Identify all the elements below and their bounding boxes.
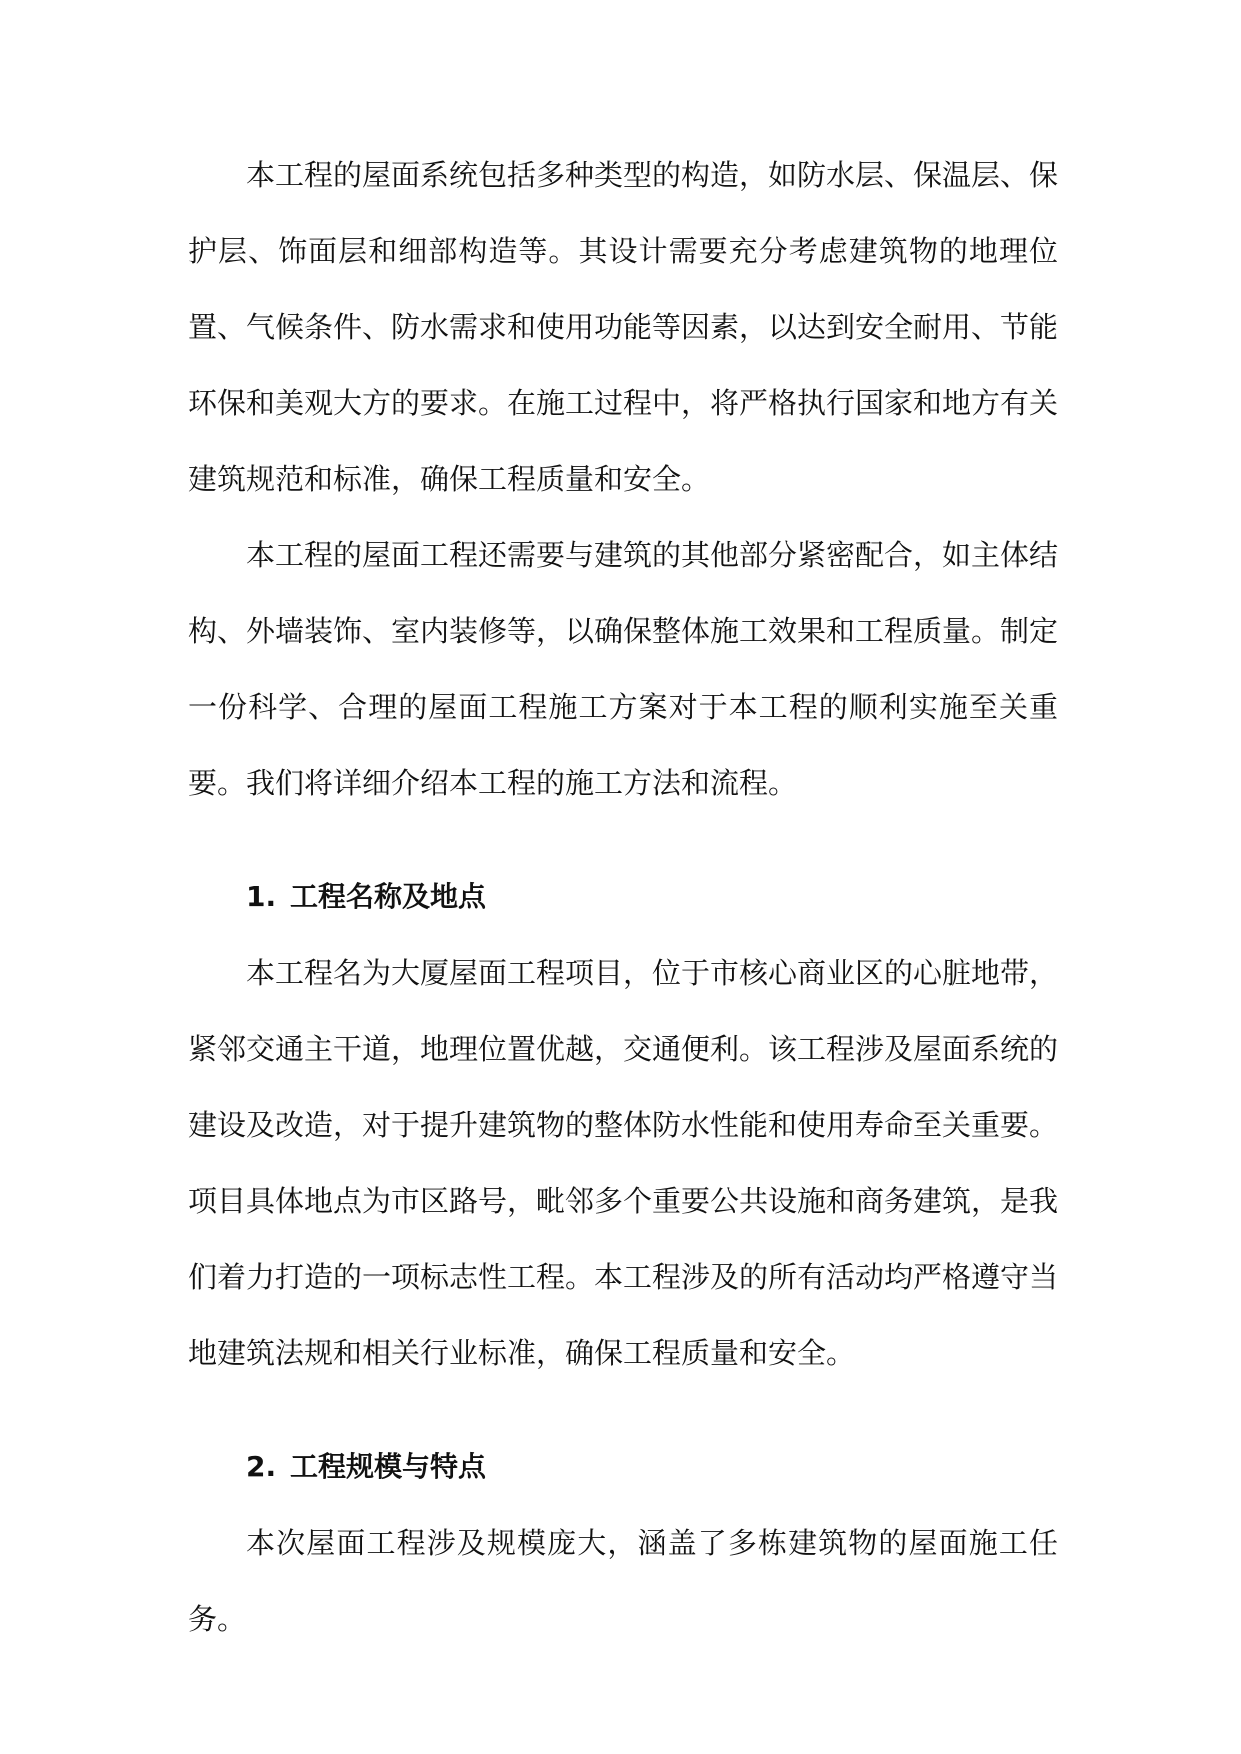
section-2-paragraph: 本次屋面工程涉及规模庞大，涵盖了多栋建筑物的屋面施工任务。 bbox=[188, 1526, 1058, 1636]
section-number: 1. bbox=[246, 880, 277, 913]
section-number: 2. bbox=[246, 1450, 277, 1483]
section-title: 工程规模与特点 bbox=[290, 1450, 487, 1483]
section-title: 工程名称及地点 bbox=[290, 880, 487, 913]
intro-paragraph-1: 本工程的屋面系统包括多种类型的构造，如防水层、保温层、保护层、饰面层和细部构造等。其设计需要充分考虑建筑物的地理位置、气候条件、防水需求和使用功能等因素，以达到安全耐用、节能环保和美观大方的要求。在施工过程中，将严格执行国家和地方有关建筑规范和标准，确保工程质量和安全。 bbox=[188, 158, 1059, 496]
intro-paragraph-2: 本工程的屋面工程还需要与建筑的其他部分紧密配合，如主体结构、外墙装饰、室内装修等，以确保整体施工效果和工程质量。制定一份科学、合理的屋面工程施工方案对于本工程的顺利实施至关重要。我们将详细介绍本工程的施工方法和流程。 bbox=[188, 538, 1059, 800]
document-body bbox=[188, 137, 1058, 1657]
spacer bbox=[188, 821, 1058, 859]
section-heading-2 bbox=[188, 1429, 1058, 1505]
section-heading-1 bbox=[188, 859, 1058, 935]
spacer bbox=[188, 1391, 1058, 1429]
section-1-paragraph: 本工程名为大厦屋面工程项目，位于市核心商业区的心脏地带，紧邻交通主干道，地理位置优越，交通便利。该工程涉及屋面系统的建设及改造，对于提升建筑物的整体防水性能和使用寿命至关重要。项目具体地点为市区路号，毗邻多个重要公共设施和商务建筑，是我们着力打造的一项标志性工程。本工程涉及的所有活动均严格遵守当地建筑法规和相关行业标准，确保工程质量和安全。 bbox=[188, 956, 1059, 1370]
